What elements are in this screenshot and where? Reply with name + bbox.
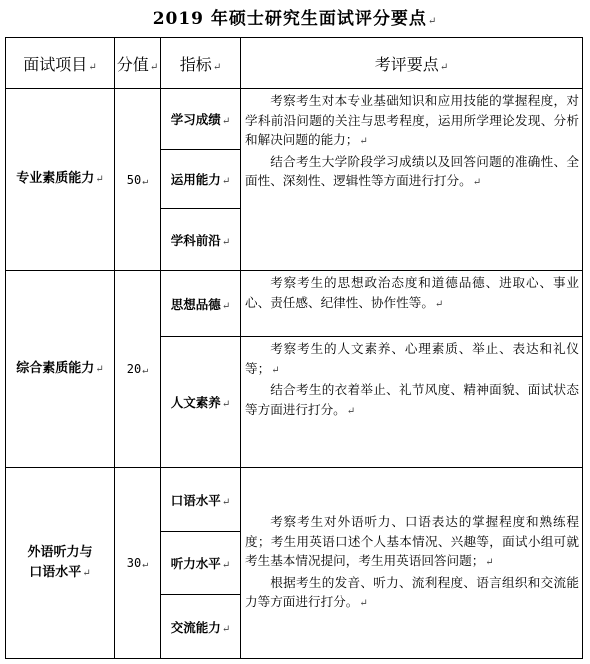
indicator-cell: 学习成绩↵ (161, 89, 241, 150)
indicator-cell: 学科前沿↵ (161, 209, 241, 271)
section-score: 20↵ (115, 271, 161, 468)
section-project: 专业素质能力↵ (6, 89, 115, 271)
table-row (6, 468, 583, 532)
indicator-cell: 运用能力↵ (161, 150, 241, 209)
points-cell (241, 271, 583, 337)
section-score: 30↵ (115, 468, 161, 659)
section-project: 外语听力与 口语水平↵ (6, 468, 115, 659)
points-paragraph: 考察考生的思想政治态度和道德品德、进取心、事业心、责任感、纪律性、协作性等。↵ (245, 275, 579, 310)
points-paragraph: 考察考生的人文素养、心理素质、举止、表达和礼仪等；↵ (245, 341, 579, 376)
header-row (6, 38, 583, 89)
points-paragraph: 结合考生大学阶段学习成绩以及回答问题的准确性、全面性、深刻性、逻辑性等方面进行打分。↵ (245, 153, 579, 188)
section-score: 50↵ (115, 89, 161, 271)
section-project: 综合素质能力↵ (6, 271, 115, 468)
table-row (6, 271, 583, 337)
points-paragraph: 考察考生对本专业基础知识和应用技能的掌握程度，对学科前沿问题的关注与思考程度，运用所学理论发现、分析和解决问题的能力；↵ (245, 93, 579, 147)
scoring-table (5, 37, 583, 659)
points-paragraph: 根据考生的发音、听力、流利程度、语言组织和交流能力等方面进行打分。↵ (245, 574, 579, 610)
header-indicator: 指标↵ (161, 38, 241, 89)
points-paragraph: 考察考生对外语听力、口语表达的掌握程度和熟练程度；考生用英语口述个人基本情况、兴趣等，面试小组可就考生基本情况提问，考生用英语回答问题；↵ (245, 514, 579, 569)
page-title: 2019 年硕士研究生面试评分要点↵ (152, 9, 438, 29)
header-points: 考评要点↵ (241, 38, 583, 89)
indicator-cell: 人文素养↵ (161, 337, 241, 468)
header-project: 面试项目↵ (6, 38, 115, 89)
points-cell (241, 337, 583, 468)
indicator-cell: 思想品德↵ (161, 271, 241, 337)
points-paragraph: 结合考生的衣着举止、礼节风度、精神面貌、面试状态等方面进行打分。↵ (245, 382, 579, 417)
points-cell (241, 468, 583, 659)
table-row (6, 89, 583, 150)
points-cell (241, 89, 583, 271)
indicator-cell: 交流能力↵ (161, 595, 241, 659)
header-score: 分值↵ (115, 38, 161, 89)
indicator-cell: 口语水平↵ (161, 468, 241, 532)
indicator-cell: 听力水平↵ (161, 532, 241, 595)
